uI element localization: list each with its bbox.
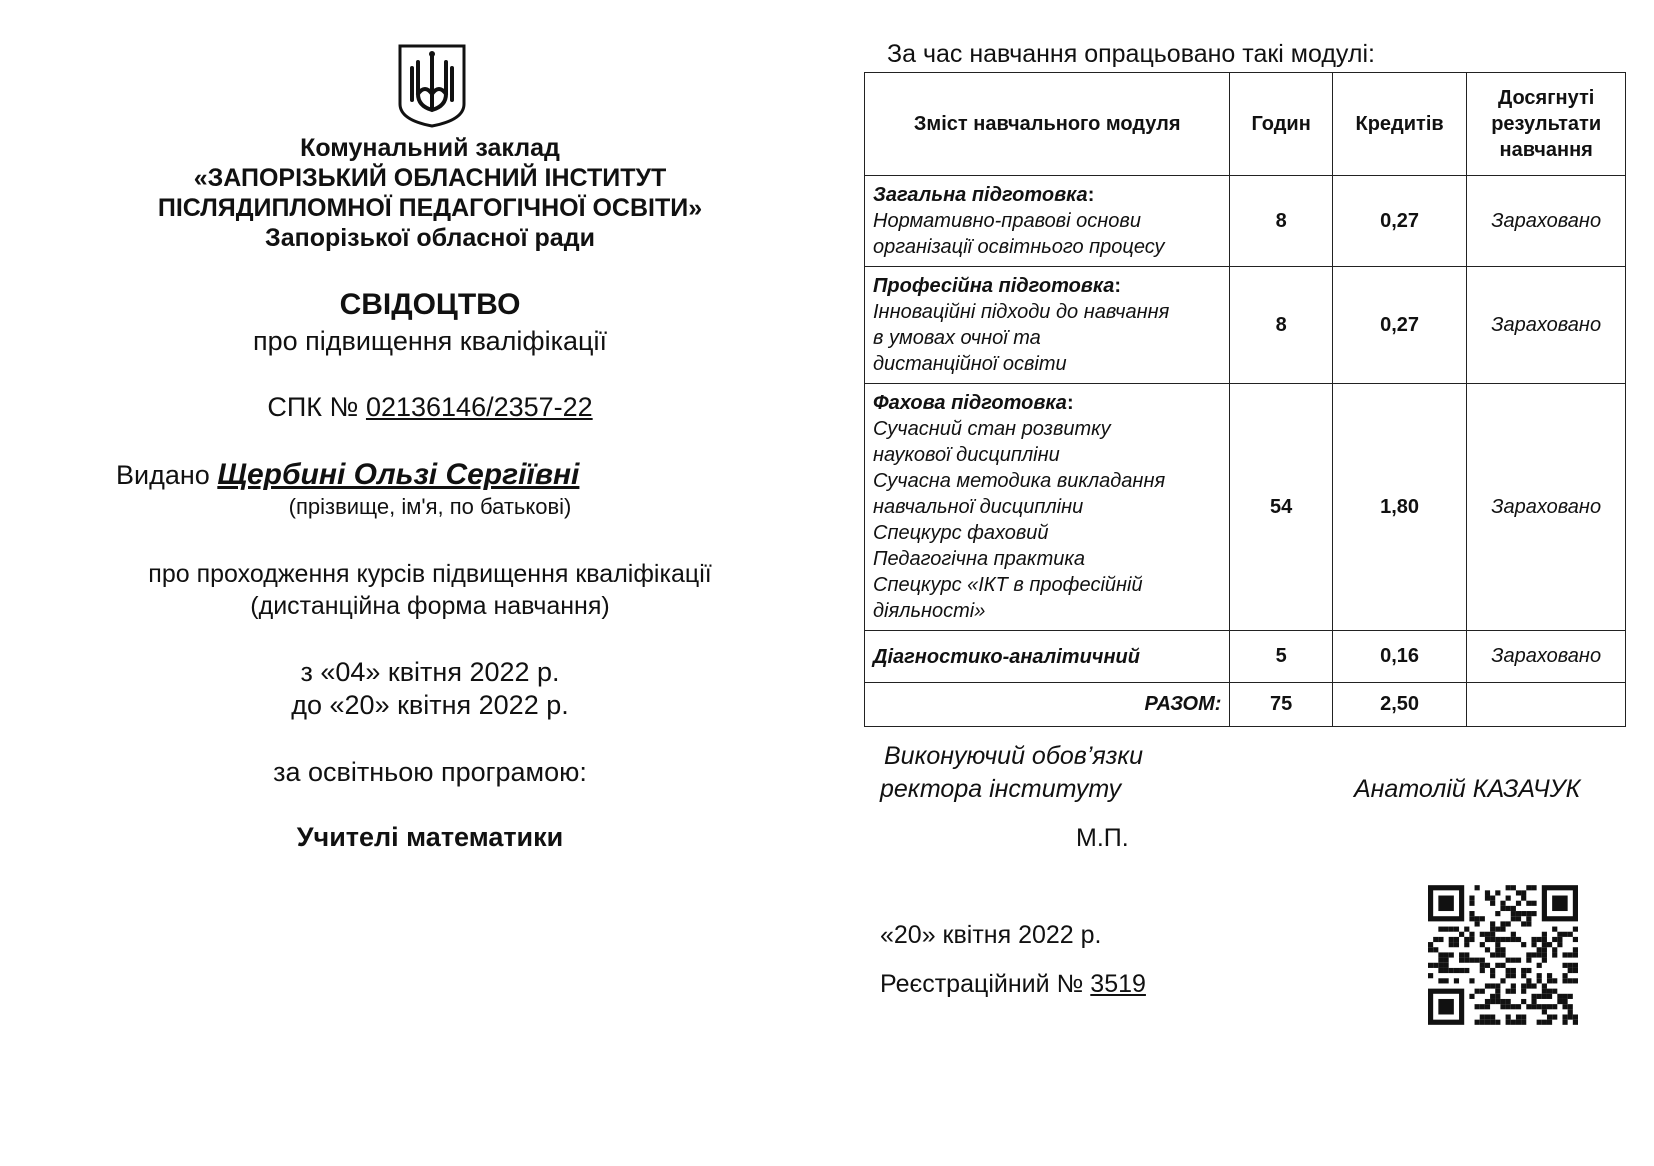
coat-of-arms-emblem <box>398 44 466 128</box>
module-topic: дистанційної освіти <box>873 353 1067 375</box>
modules-table <box>864 72 1626 727</box>
module-row <box>865 267 1626 384</box>
course-line-1: про проходження курсів підвищення кваліфікації <box>148 560 712 588</box>
issued-line <box>116 458 579 492</box>
signer-name: Анатолій КАЗАЧУК <box>1354 775 1581 803</box>
certificate-title: СВІДОЦТВО <box>339 288 521 321</box>
module-topic: діяльності» <box>873 600 986 622</box>
signer-role-line-1: Виконуючий обов’язки <box>884 742 1144 770</box>
module-content <box>865 631 1230 683</box>
module-topic: навчальної дисципліни <box>873 496 1084 518</box>
module-row <box>865 176 1626 267</box>
institution-line-3: ПІСЛЯДИПЛОМНОЇ ПЕДАГОГІЧНОЇ ОСВІТИ» <box>157 194 703 222</box>
module-topic: Педагогічна практика <box>873 548 1085 570</box>
recipient-hint: (прізвище, ім'я, по батькові) <box>288 494 572 519</box>
module-hours: 8 <box>1230 176 1332 267</box>
table-header-row <box>865 73 1626 176</box>
issue-date: «20» квітня 2022 р. <box>880 921 1102 949</box>
module-topic: Спецкурс фаховий <box>873 522 1049 544</box>
course-line-2: (дистанційна форма навчання) <box>250 592 610 620</box>
header-content: Зміст навчального модуля <box>865 73 1230 176</box>
date-to: до «20» квітня 2022 р. <box>291 690 569 720</box>
module-result: Зараховано <box>1467 384 1626 631</box>
module-topic: Нормативно-правові основи <box>873 210 1141 232</box>
recipient-name: Щербині Ользі Сергіївні <box>217 458 580 491</box>
module-credits: 0,16 <box>1332 631 1467 683</box>
module-result: Зараховано <box>1467 267 1626 384</box>
module-topic: Спецкурс «ІКТ в професійній <box>873 574 1143 596</box>
module-topic: Інноваційні підходи до навчання <box>873 301 1170 323</box>
module-title: Загальна підготовка <box>873 184 1088 206</box>
module-content: Фахова підготовка: Сучасний стан розвитку наукової дисципліни Сучасна методика викладання навчальної дисципліни Спецкурс фаховий Педагогічна практика Спецкурс «ІКТ в професійній діяльності» <box>865 384 1230 631</box>
module-credits: 0,27 <box>1332 267 1467 384</box>
header-hours: Годин <box>1230 73 1332 176</box>
module-row <box>865 631 1626 683</box>
module-row <box>865 384 1626 631</box>
module-title: Професійна підготовка <box>873 275 1115 297</box>
issued-label: Видано <box>116 460 210 490</box>
modules-caption: За час навчання опрацьовано такі модулі: <box>887 40 1375 68</box>
registration-line <box>880 970 1146 999</box>
certificate-number-label: СПК № <box>267 392 359 422</box>
program-name: Учителі математики <box>296 822 564 852</box>
module-result: Зараховано <box>1467 176 1626 267</box>
module-credits: 1,80 <box>1332 384 1467 631</box>
module-topic: організації освітнього процесу <box>873 236 1165 258</box>
stamp-mark: М.П. <box>1076 824 1129 852</box>
total-results-empty <box>1467 683 1626 727</box>
total-label: РАЗОМ: <box>865 683 1230 727</box>
total-credits: 2,50 <box>1332 683 1467 727</box>
total-hours: 75 <box>1230 683 1332 727</box>
registration-number: 3519 <box>1090 970 1146 998</box>
module-content: Загальна підготовка: Нормативно-правові основи організації освітнього процесу <box>865 176 1230 267</box>
module-result: Зараховано <box>1467 631 1626 683</box>
certificate-number: 02136146/2357-22 <box>365 392 593 422</box>
module-topic: наукової дисципліни <box>873 444 1060 466</box>
module-credits: 0,27 <box>1332 176 1467 267</box>
program-label: за освітньою програмою: <box>273 757 587 787</box>
institution-line-2: «ЗАПОРІЗЬКИЙ ОБЛАСНИЙ ІНСТИТУТ <box>193 164 667 192</box>
module-hours: 54 <box>1230 384 1332 631</box>
qr-code <box>1428 885 1578 1025</box>
module-topic: Сучасна методика викладання <box>873 470 1166 492</box>
certificate-number-line <box>80 392 780 423</box>
institution-line-4: Запорізької обласної ради <box>265 224 595 252</box>
module-topic: Сучасний стан розвитку <box>873 418 1111 440</box>
module-hours: 5 <box>1230 631 1332 683</box>
institution-line-1: Комунальний заклад <box>300 134 560 162</box>
module-title: Фахова підготовка <box>873 392 1067 414</box>
certificate-subtitle: про підвищення кваліфікації <box>252 326 608 356</box>
module-topic: в умовах очної та <box>873 327 1041 349</box>
header-credits: Кредитів <box>1332 73 1467 176</box>
module-hours: 8 <box>1230 267 1332 384</box>
signer-role-line-2: ректора інституту <box>880 775 1122 803</box>
modules-body <box>865 176 1626 683</box>
module-content: Професійна підготовка: Інноваційні підходи до навчання в умовах очної та дистанційної освіти <box>865 267 1230 384</box>
date-from: з «04» квітня 2022 р. <box>300 657 560 687</box>
registration-label: Реєстраційний № <box>880 970 1084 998</box>
total-row <box>865 683 1626 727</box>
header-results: Досягнуті результати навчання <box>1467 73 1626 176</box>
module-title: Діагностико-аналітичний <box>873 645 1140 668</box>
